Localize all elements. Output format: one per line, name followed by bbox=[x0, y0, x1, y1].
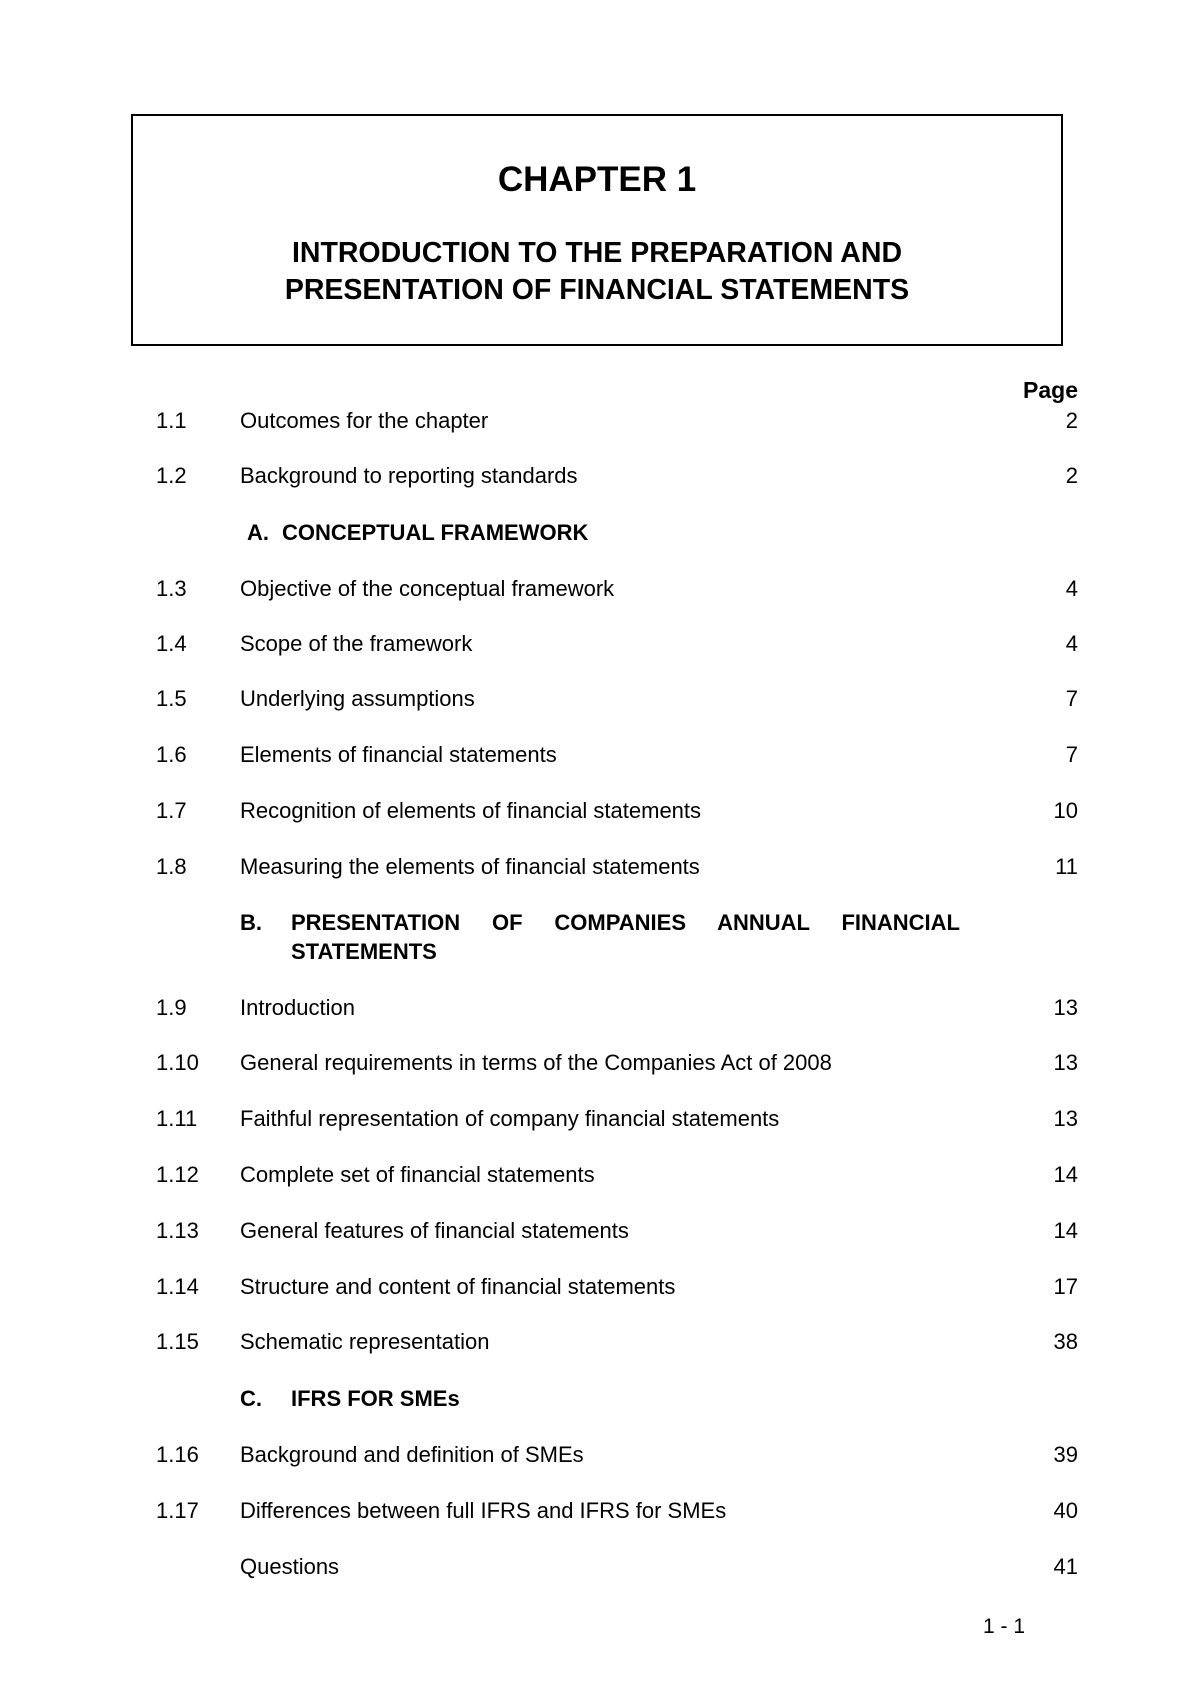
toc-entry-page: 13 bbox=[1053, 995, 1078, 1020]
section-title: IFRS FOR SMEs bbox=[291, 1386, 460, 1411]
toc-entry-page: 10 bbox=[1053, 798, 1078, 823]
toc-entry-number: 1.12 bbox=[156, 1162, 199, 1187]
toc-entry-number: 1.3 bbox=[156, 576, 187, 601]
toc-section-heading-c bbox=[240, 1384, 960, 1413]
toc-entry[interactable] bbox=[0, 1328, 1200, 1356]
toc-entry[interactable] bbox=[0, 741, 1200, 769]
toc-entry-page: 13 bbox=[1053, 1050, 1078, 1075]
toc-entry[interactable] bbox=[0, 1497, 1200, 1525]
toc-entry-page: 11 bbox=[1055, 854, 1078, 879]
toc-entry-title: Structure and content of financial statements bbox=[240, 1274, 676, 1299]
toc-entry[interactable] bbox=[0, 1049, 1200, 1077]
toc-entry-title: Introduction bbox=[240, 995, 355, 1020]
toc-entry-title: Background to reporting standards bbox=[240, 463, 578, 488]
toc-entry-page: 7 bbox=[1065, 742, 1078, 767]
section-letter: B. bbox=[240, 910, 262, 935]
toc-entry-title: Objective of the conceptual framework bbox=[240, 576, 615, 601]
toc-entry-number: 1.17 bbox=[156, 1498, 199, 1523]
toc-entry-number: 1.15 bbox=[156, 1329, 199, 1354]
toc-section-heading-a bbox=[240, 518, 960, 547]
toc-page-column-header: Page bbox=[1023, 377, 1078, 403]
toc-entry-page: 2 bbox=[1065, 408, 1078, 433]
toc-entry-title: Questions bbox=[240, 1554, 340, 1579]
toc-entry-title: Outcomes for the chapter bbox=[240, 408, 489, 433]
toc-entry-number: 1.11 bbox=[156, 1106, 198, 1131]
toc-entry-title: Differences between full IFRS and IFRS for SMEs bbox=[240, 1498, 727, 1523]
toc-entry-number: 1.8 bbox=[156, 854, 187, 879]
toc-entry-number: 1.14 bbox=[156, 1274, 199, 1299]
toc-entry-number: 1.5 bbox=[156, 686, 187, 711]
section-letter: A. bbox=[247, 520, 269, 545]
toc-entry-page: 40 bbox=[1053, 1498, 1078, 1523]
toc-entry-title: Recognition of elements of financial statements bbox=[240, 798, 702, 823]
toc-entry-title: Faithful representation of company financial statements bbox=[240, 1106, 780, 1131]
toc-entry-title: Underlying assumptions bbox=[240, 686, 475, 711]
toc-entry[interactable] bbox=[0, 1441, 1200, 1469]
toc-entry-title: Measuring the elements of financial statements bbox=[240, 854, 700, 879]
toc-entry[interactable] bbox=[0, 994, 1200, 1022]
toc-entry[interactable] bbox=[0, 462, 1200, 490]
toc-entry-title: General features of financial statements bbox=[240, 1218, 629, 1243]
toc-entry-number: 1.13 bbox=[156, 1218, 199, 1243]
toc-entry-number: 1.6 bbox=[156, 742, 187, 767]
toc-entry-page: 39 bbox=[1053, 1442, 1078, 1467]
toc-entry-number: 1.2 bbox=[156, 463, 187, 488]
chapter-subtitle bbox=[133, 235, 1061, 309]
toc-entry-page: 41 bbox=[1053, 1554, 1078, 1579]
toc-entry[interactable] bbox=[0, 1161, 1200, 1189]
toc-entry[interactable] bbox=[0, 797, 1200, 825]
toc-entry-number: 1.1 bbox=[156, 408, 187, 433]
toc-entry-number: 1.7 bbox=[156, 798, 187, 823]
page-number: 1 - 1 bbox=[983, 1615, 1026, 1638]
chapter-subtitle-line-2: PRESENTATION OF FINANCIAL STATEMENTS bbox=[284, 274, 910, 306]
toc-entry-number: 1.9 bbox=[156, 995, 187, 1020]
toc-entry-title: General requirements in terms of the Companies Act of 2008 bbox=[240, 1050, 832, 1075]
toc-entry-title: Complete set of financial statements bbox=[240, 1162, 595, 1187]
toc-entry-title: Background and definition of SMEs bbox=[240, 1442, 584, 1467]
toc-entry-page: 14 bbox=[1053, 1162, 1078, 1187]
toc-entry-number: 1.4 bbox=[156, 631, 187, 656]
toc-entry[interactable] bbox=[0, 1105, 1200, 1133]
toc-entry-number: 1.10 bbox=[156, 1050, 199, 1075]
toc-entry[interactable] bbox=[0, 1217, 1200, 1245]
toc-entry[interactable] bbox=[0, 1273, 1200, 1301]
toc-entry-title: Scope of the framework bbox=[240, 631, 473, 656]
toc-entry-page: 14 bbox=[1053, 1218, 1078, 1243]
chapter-subtitle-line-1: INTRODUCTION TO THE PREPARATION AND bbox=[291, 237, 903, 269]
toc-entry-questions[interactable] bbox=[0, 1553, 1200, 1581]
toc-entry-page: 17 bbox=[1053, 1274, 1078, 1299]
toc-entry[interactable] bbox=[0, 853, 1200, 881]
section-title: CONCEPTUAL FRAMEWORK bbox=[282, 520, 589, 545]
chapter-title-box bbox=[131, 114, 1063, 346]
toc-entry[interactable] bbox=[0, 575, 1200, 603]
toc-entry[interactable] bbox=[0, 630, 1200, 658]
chapter-title: CHAPTER 1 bbox=[497, 160, 697, 199]
toc-entry[interactable] bbox=[0, 407, 1200, 435]
toc-entry-page: 4 bbox=[1065, 576, 1078, 601]
toc-entry-title: Schematic representation bbox=[240, 1329, 490, 1354]
toc-entry[interactable] bbox=[0, 685, 1200, 713]
section-title-line-1: PRESENTATION OF COMPANIES ANNUAL FINANCIAL bbox=[291, 910, 960, 935]
toc-entry-page: 4 bbox=[1065, 631, 1078, 656]
toc-section-heading-b bbox=[240, 908, 960, 966]
toc-entry-number: 1.16 bbox=[156, 1442, 199, 1467]
toc-entry-page: 2 bbox=[1065, 463, 1078, 488]
toc-entry-title: Elements of financial statements bbox=[240, 742, 557, 767]
toc-entry-page: 13 bbox=[1053, 1106, 1078, 1131]
section-letter: C. bbox=[240, 1386, 262, 1411]
toc-entry-page: 7 bbox=[1065, 686, 1078, 711]
toc-entry-page: 38 bbox=[1053, 1329, 1078, 1354]
section-title-line-2: STATEMENTS bbox=[291, 939, 437, 964]
